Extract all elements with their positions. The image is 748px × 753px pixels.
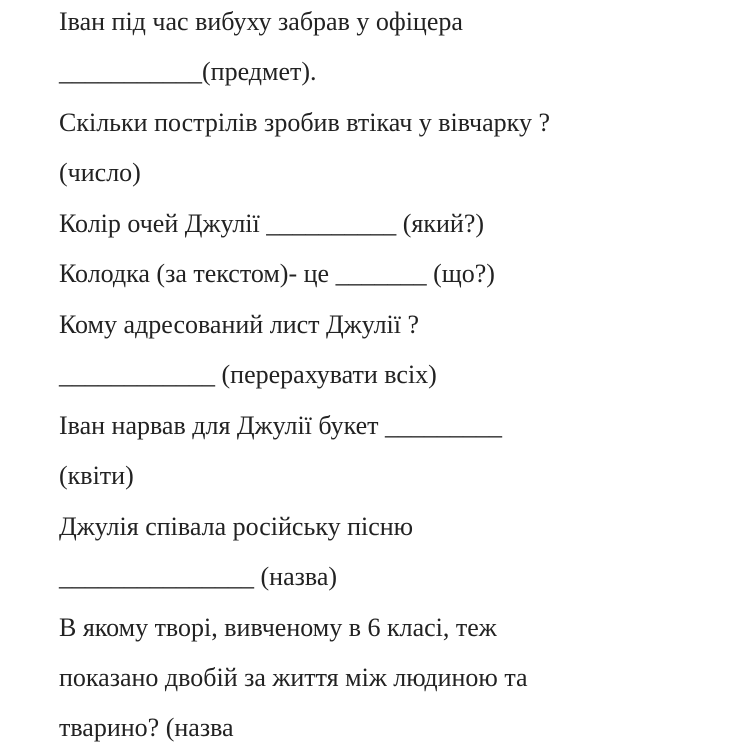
question-text: Колір очей Джулії __________ (який?) bbox=[59, 209, 485, 238]
question-text: Колодка (за текстом)- це _______ (що?) bbox=[59, 259, 495, 288]
question-text: В якому творі, вивченому в 6 класі, теж bbox=[59, 613, 497, 642]
question-text: Іван під час вибуху забрав у офіцера bbox=[59, 7, 463, 36]
question-text: показано двобій за життя між людиною та bbox=[59, 663, 528, 692]
question-text: ___________(предмет). bbox=[59, 57, 317, 86]
question-text: (квіти) bbox=[59, 461, 134, 490]
question-text: _______________ (назва) bbox=[59, 562, 338, 591]
question-text: Іван нарвав для Джулії букет _________ bbox=[59, 411, 503, 440]
question-text: (число) bbox=[59, 158, 141, 187]
question-text: Скільки пострілів зробив втікач у вівчарку ? bbox=[59, 108, 550, 137]
question-text: тварино? (назва bbox=[59, 713, 234, 742]
question-text: ____________ (перерахувати всіх) bbox=[59, 360, 437, 389]
question-text: Кому адресований лист Джулії ? bbox=[59, 310, 420, 339]
question-text: Джулія співала російську пісню bbox=[59, 512, 414, 541]
